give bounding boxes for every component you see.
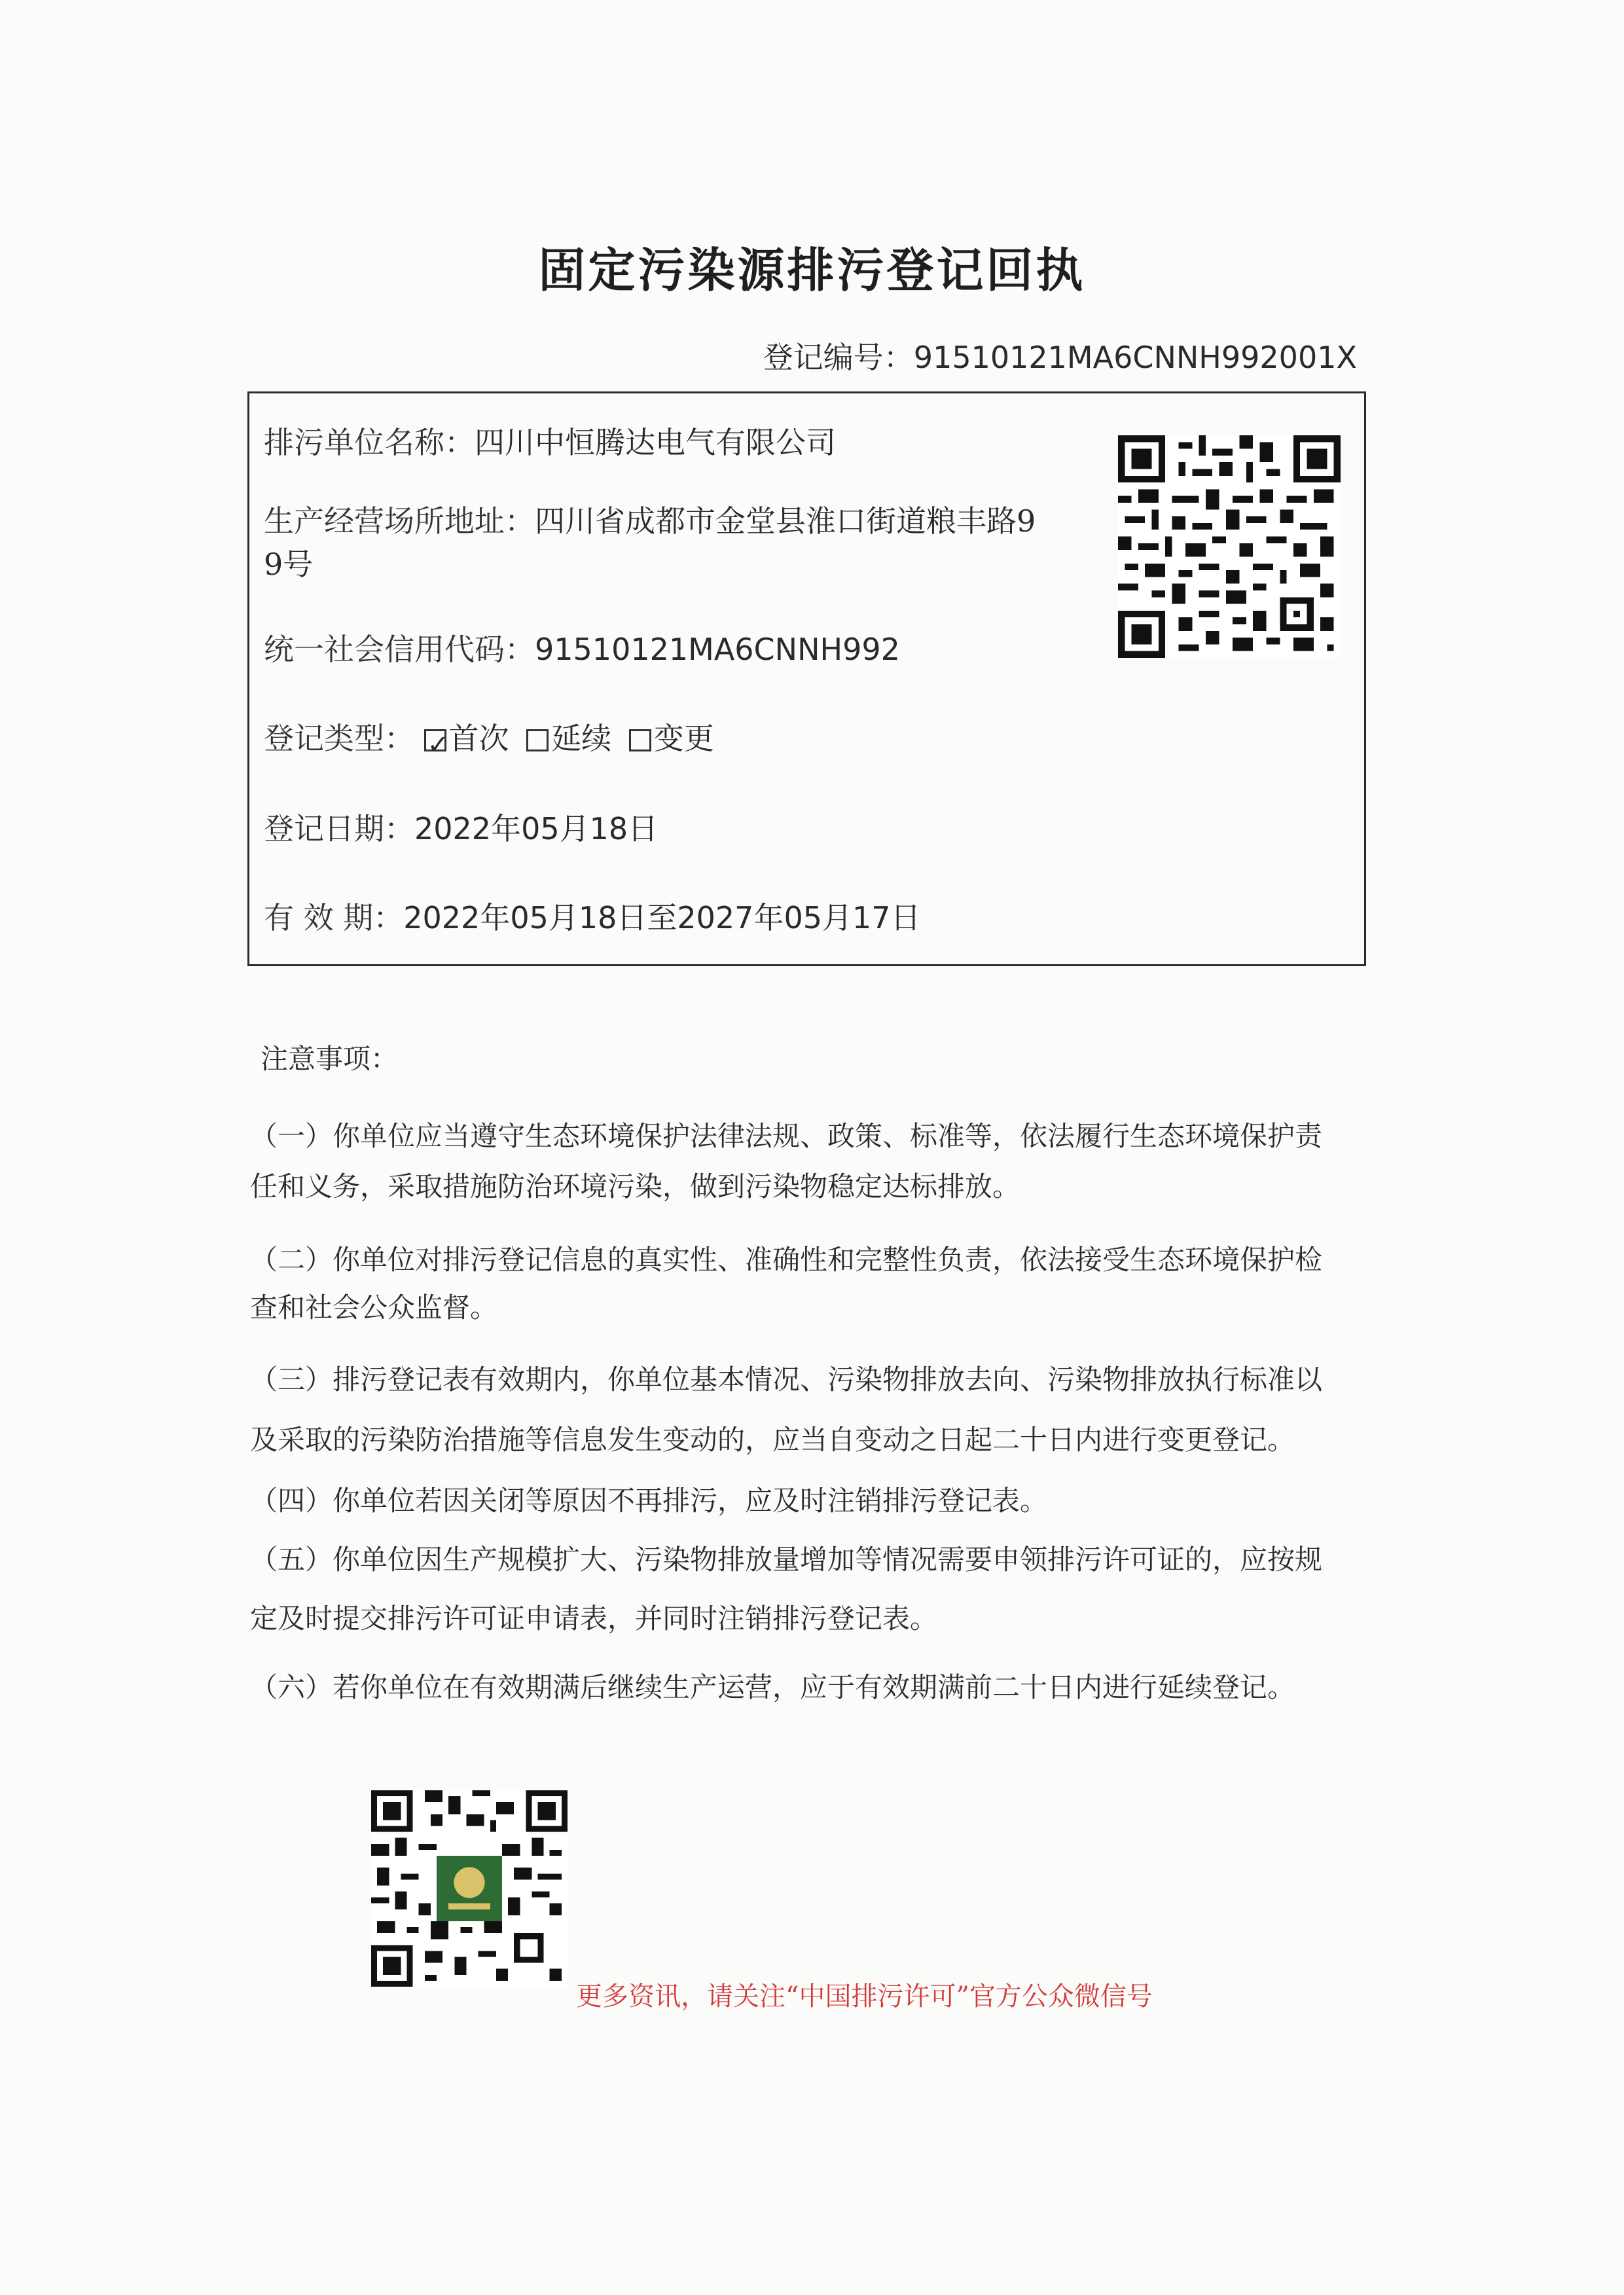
- note-line: （五）你单位因生产规模扩大、污染物排放量增加等情况需要申领排污许可证的，应按规: [250, 1544, 1323, 1576]
- note-line: （四）你单位若因关闭等原因不再排污，应及时注销排污登记表。: [250, 1485, 1048, 1517]
- type-option-renew: 延续: [551, 721, 612, 756]
- unit-name-label: 排污单位名称：: [264, 425, 475, 460]
- credit-code-row: [264, 628, 900, 671]
- registration-info-box: [247, 391, 1366, 966]
- checkbox-icon: [526, 729, 549, 751]
- qr-code-icon: [1118, 435, 1341, 658]
- type-row: [264, 717, 714, 760]
- address-value-line1: 四川省成都市金堂县淮口街道粮丰路9: [535, 503, 1036, 539]
- note-line: 查和社会公众监督。: [250, 1292, 498, 1324]
- validity-label: 有 效 期：: [264, 900, 404, 935]
- validity-value: 2022年05月18日至2027年05月17日: [403, 900, 921, 935]
- validity-row: [264, 896, 921, 939]
- notes-title: 注意事项：: [261, 1043, 399, 1075]
- address-row: [264, 499, 1036, 543]
- note-line: （三）排污登记表有效期内，你单位基本情况、污染物排放去向、污染物排放执行标准以: [250, 1364, 1323, 1396]
- checkbox-icon: [629, 729, 651, 751]
- type-label: 登记类型：: [264, 721, 414, 756]
- date-value: 2022年05月18日: [414, 811, 659, 846]
- credit-code-value: 91510121MA6CNNH992: [535, 632, 900, 667]
- date-row: [264, 807, 658, 850]
- address-value-line2: 9号: [264, 547, 314, 582]
- registration-number: 登记编号：91510121MA6CNNH992001X: [763, 340, 1357, 375]
- document-title: 固定污染源排污登记回执: [538, 243, 1086, 298]
- note-line: （一）你单位应当遵守生态环境保护法律法规、政策、标准等，依法履行生态环境保护责: [250, 1120, 1323, 1152]
- credit-code-label: 统一社会信用代码：: [264, 632, 535, 667]
- address-row-cont: [264, 543, 313, 586]
- type-option-change: 变更: [653, 721, 714, 756]
- wechat-qr-code-icon: [371, 1790, 568, 1987]
- type-option-first: 首次: [448, 721, 509, 756]
- address-label: 生产经营场所地址：: [264, 503, 535, 539]
- footer-tip: 更多资讯，请关注“中国排污许可”官方公众微信号: [576, 1981, 1153, 2012]
- date-label: 登记日期：: [264, 811, 414, 846]
- unit-name-value: 四川中恒腾达电气有限公司: [475, 425, 836, 460]
- note-line: 任和义务，采取措施防治环境污染，做到污染物稳定达标排放。: [250, 1170, 1020, 1202]
- note-line: （六）若你单位在有效期满后继续生产运营，应于有效期满前二十日内进行延续登记。: [250, 1671, 1295, 1703]
- note-line: 及采取的污染防治措施等信息发生变动的，应当自变动之日起二十日内进行变更登记。: [250, 1424, 1295, 1456]
- note-line: （二）你单位对排污登记信息的真实性、准确性和完整性负责，依法接受生态环境保护检: [250, 1244, 1323, 1276]
- note-line: 定及时提交排污许可证申请表，并同时注销排污登记表。: [250, 1602, 938, 1635]
- checkbox-icon: [424, 729, 446, 751]
- unit-name-row: [264, 421, 836, 464]
